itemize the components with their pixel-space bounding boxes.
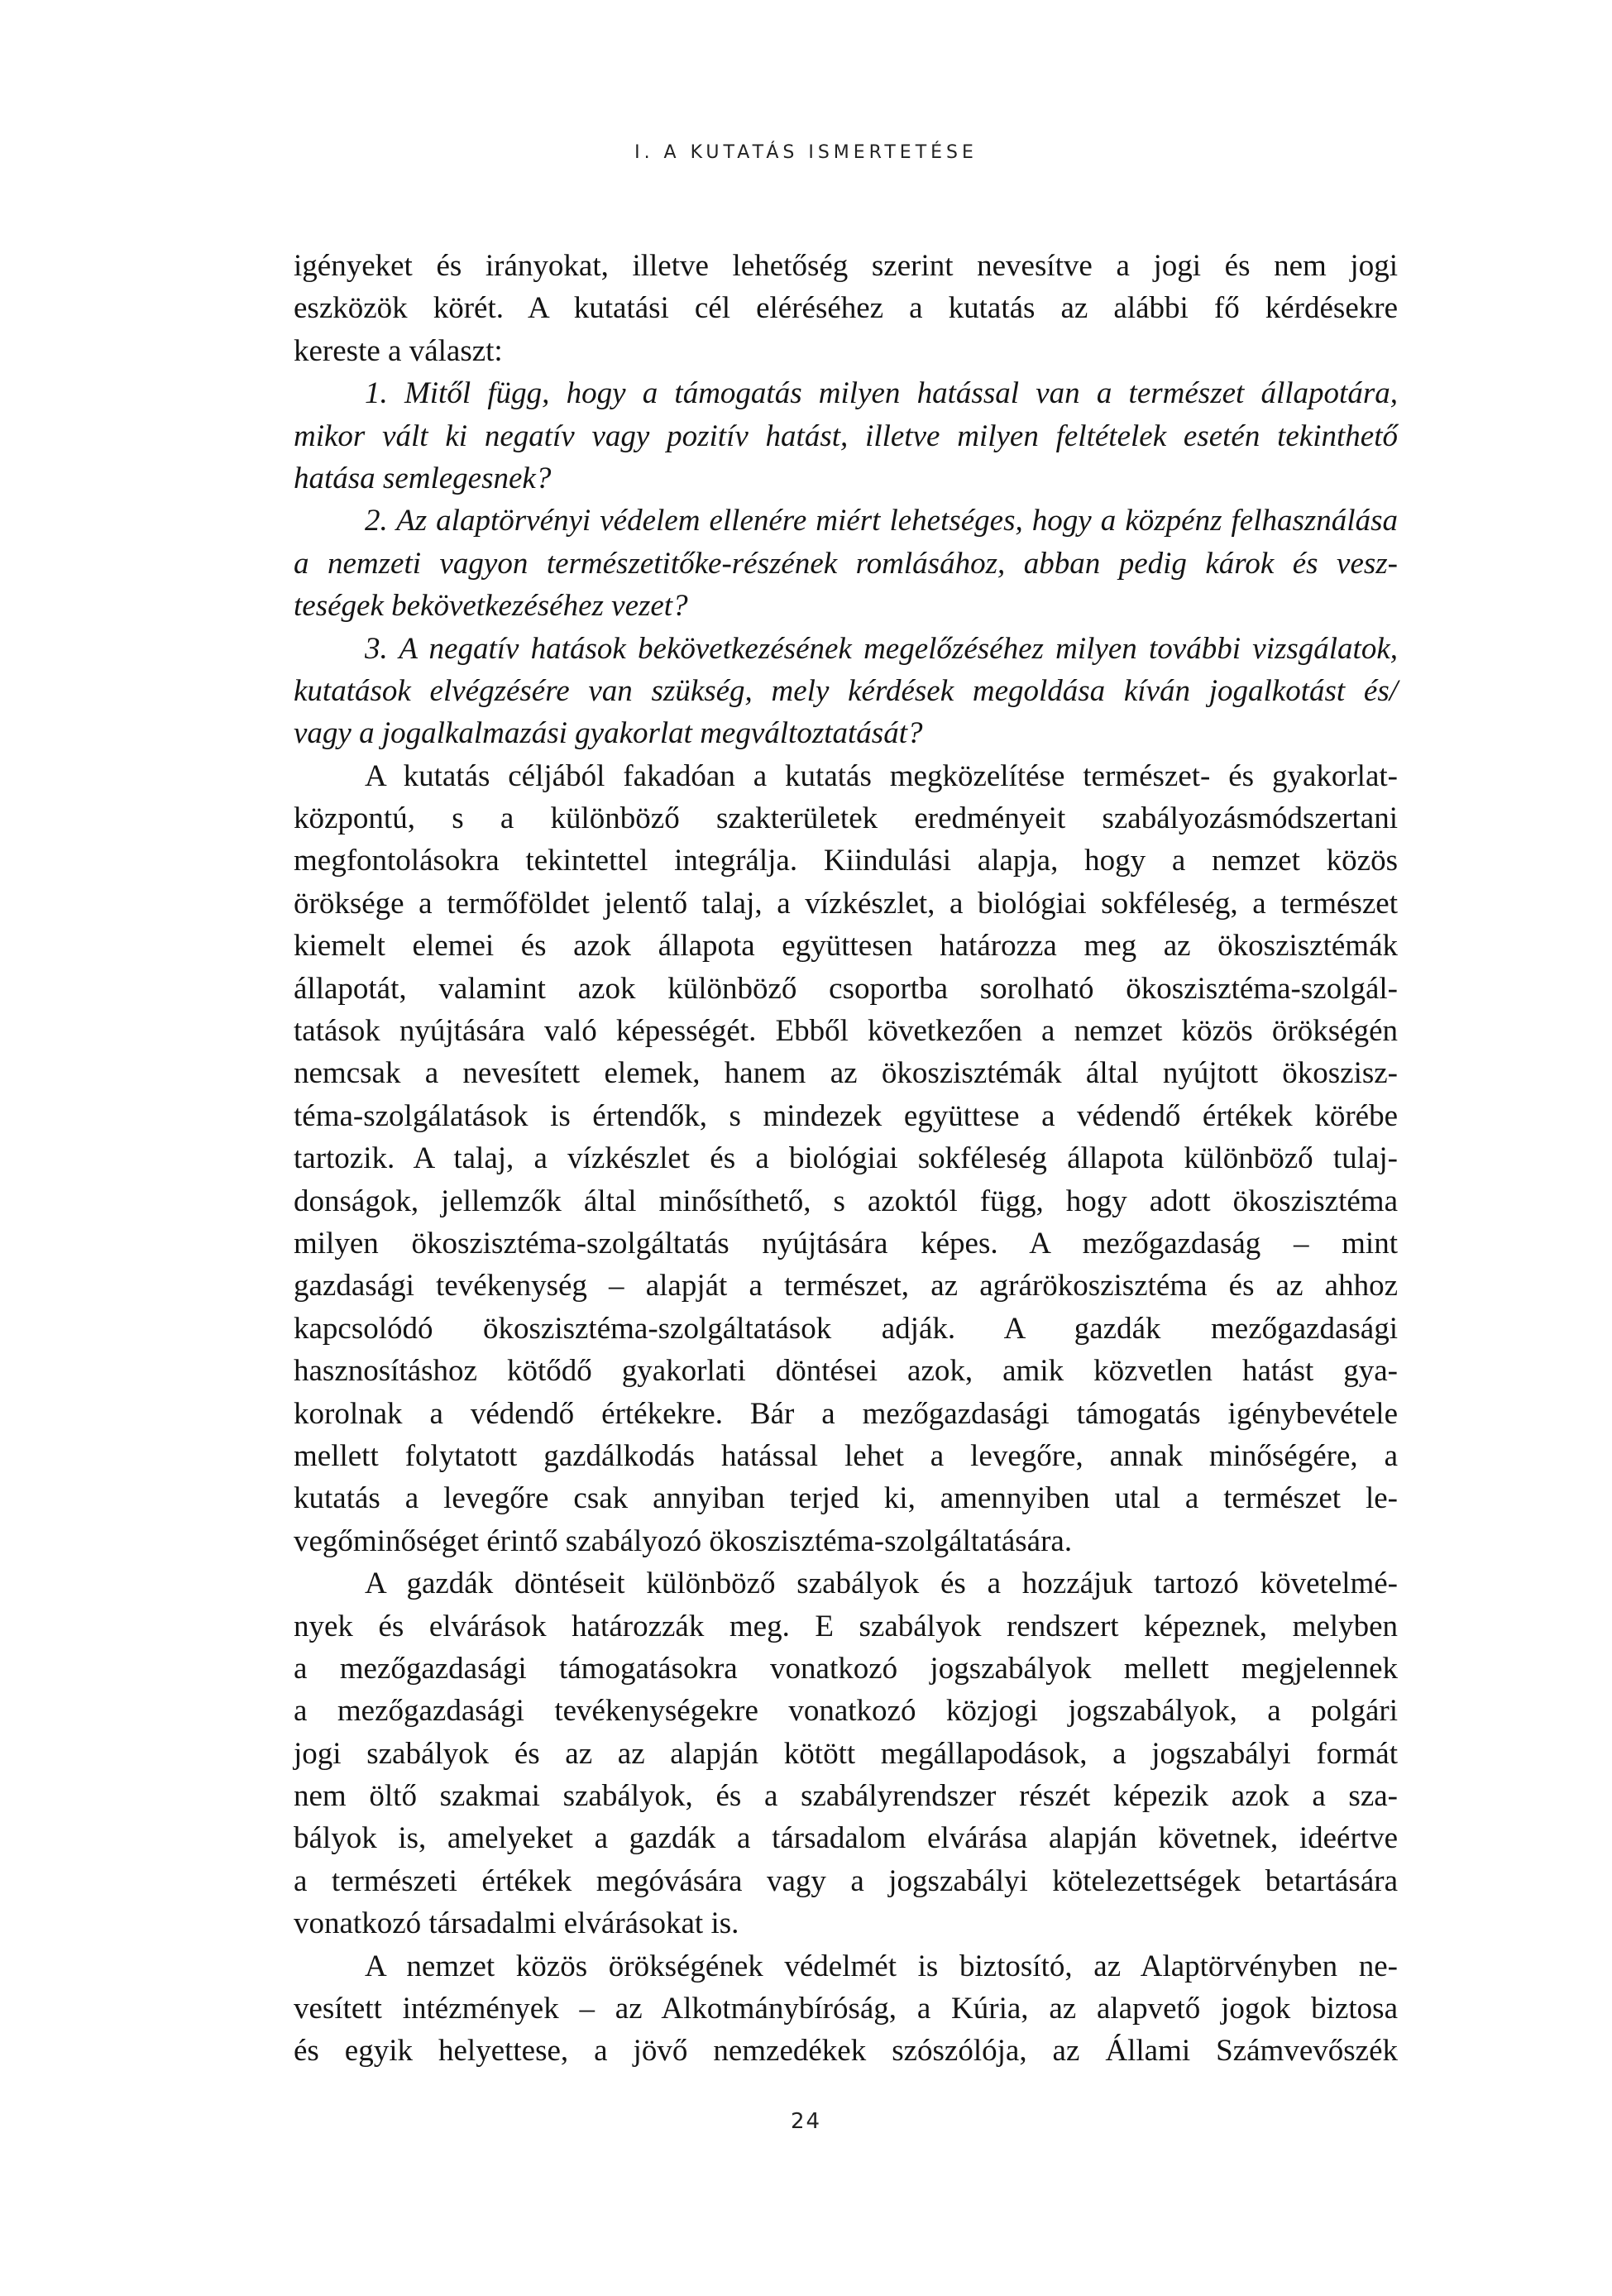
text-line: 3. A negatív hatások bekövetkezésének megelőzéséhez milyen további vizsgálatok, [365,631,1398,666]
text-line: mellett folytatott gazdálkodás hatással lehet a levegőre, annak minőségére, a [294,1438,1398,1473]
text-line: a mezőgazdasági támogatásokra vonatkozó jogszabályok mellett megjelennek [294,1651,1398,1686]
text-line: állapotát, valamint azok különböző csoportba sorolható ökoszisztéma-szolgál- [294,971,1398,1006]
text-line: kutatások elvégzésére van szükség, mely kérdések megoldása kíván jogalkotást és/ [294,673,1398,708]
paragraph-intro [294,245,1398,372]
paragraph-rules [294,1562,1398,1945]
text-line: központú, s a különböző szakterületek eredményeit szabályozásmódszertani [294,801,1398,836]
research-question-2 [294,500,1398,627]
text-line: hatása semlegesnek? [294,461,552,495]
text-line: megfontolásokra tekintettel integrálja. Kiindulási alapja, hogy a nemzet közös [294,844,1398,878]
text-line: hasznosításhoz kötődő gyakorlati döntései azok, amik közvetlen hatást gya- [294,1354,1398,1389]
research-question-3 [294,628,1398,755]
text-line: bályok is, amelyeket a gazdák a társadalom elvárása alapján követnek, ideértve [294,1821,1398,1856]
text-line: kapcsolódó ökoszisztéma-szolgáltatások adják. A gazdák mezőgazdasági [294,1311,1398,1346]
text-line: a természeti értékek megóvására vagy a jogszabályi kötelezettségek betartására [294,1863,1398,1898]
body-text [294,245,1398,2073]
paragraph-institutions [294,1945,1398,2073]
text-line: donságok, jellemzők által minősíthető, s azoktól függ, hogy adott ökoszisztéma [294,1184,1398,1218]
text-line: A kutatás céljából fakadóan a kutatás megközelítése természet- és gyakorlat- [365,758,1398,793]
text-line: gazdasági tevékenység – alapját a természet, az agrárökoszisztéma és az ahhoz [294,1269,1398,1303]
running-head: I. A KUTATÁS ISMERTETÉSE [634,142,978,163]
text-line: teségek bekövetkezéséhez vezet? [294,589,688,624]
text-line: mikor vált ki negatív vagy pozitív hatást, illetve milyen feltételek esetén tekinthető [294,419,1398,453]
text-line: eszközök körét. A kutatási cél eléréséhez a kutatás az alábbi fő kérdésekre [294,291,1398,326]
text-line: nem öltő szakmai szabályok, és a szabályrendszer részét képezik azok a sza- [294,1779,1398,1814]
text-line: kiemelt elemei és azok állapota együttesen határozza meg az ökoszisztémák [294,929,1398,964]
text-line: vagy a jogalkalmazási gyakorlat megváltoztatását? [294,716,923,751]
text-line: és egyik helyettese, a jövő nemzedékek szószólója, az Állami Számvevőszék [294,2034,1398,2069]
text-line: A nemzet közös örökségének védelmét is biztosító, az Alaptörvényben ne- [365,1949,1398,1983]
text-line: jogi szabályok és az az alapján kötött megállapodások, a jogszabályi formát [294,1736,1398,1771]
text-line: a mezőgazdasági tevékenységekre vonatkozó közjogi jogszabályok, a polgári [294,1694,1398,1729]
text-line: öröksége a termőföldet jelentő talaj, a vízkészlet, a biológiai sokféleség, a természet [294,886,1398,921]
text-line: milyen ökoszisztéma-szolgáltatás nyújtására képes. A mezőgazdaság – mint [294,1226,1398,1260]
text-line: a nemzeti vagyon természetitőke-részének romlásához, abban pedig károk és vesz- [294,546,1398,581]
text-line: vonatkozó társadalmi elvárásokat is. [294,1906,739,1941]
paragraph-approach [294,755,1398,1562]
text-line: korolnak a védendő értékekre. Bár a mezőgazdasági támogatás igénybevétele [294,1396,1398,1431]
text-line: A gazdák döntéseit különböző szabályok és a hozzájuk tartozó követelmé- [365,1567,1398,1601]
research-question-1 [294,372,1398,500]
text-line: kereste a választ: [294,333,503,368]
text-line: vegőminőséget érintő szabályozó ökoszisztéma-szolgáltatására. [294,1523,1073,1558]
page-number: 24 [790,2109,822,2134]
text-line: igényeket és irányokat, illetve lehetőség szerint nevesítve a jogi és nem jogi [294,249,1398,283]
text-line: tatások nyújtására való képességét. Ebből következően a nemzet közös örökségén [294,1014,1398,1049]
text-line: 2. Az alaptörvényi védelem ellenére miért lehetséges, hogy a közpénz felhasználása [365,504,1398,538]
text-line: tartozik. A talaj, a vízkészlet és a biológiai sokféleség állapota különböző tulaj- [294,1141,1398,1176]
text-line: téma-szolgálatások is értendők, s mindezek együttese a védendő értékek körébe [294,1098,1398,1133]
text-line: 1. Mitől függ, hogy a támogatás milyen hatással van a természet állapotára, [365,376,1398,411]
text-line: nemcsak a nevesített elemek, hanem az ökoszisztémák által nyújtott ökoszisz- [294,1056,1398,1091]
text-line: vesített intézmények – az Alkotmánybíróság, a Kúria, az alapvető jogok biztosa [294,1992,1398,2026]
text-line: kutatás a levegőre csak annyiban terjed ki, amennyiben utal a természet le- [294,1481,1398,1516]
text-line: nyek és elvárások határozzák meg. E szabályok rendszert képeznek, melyben [294,1609,1398,1643]
